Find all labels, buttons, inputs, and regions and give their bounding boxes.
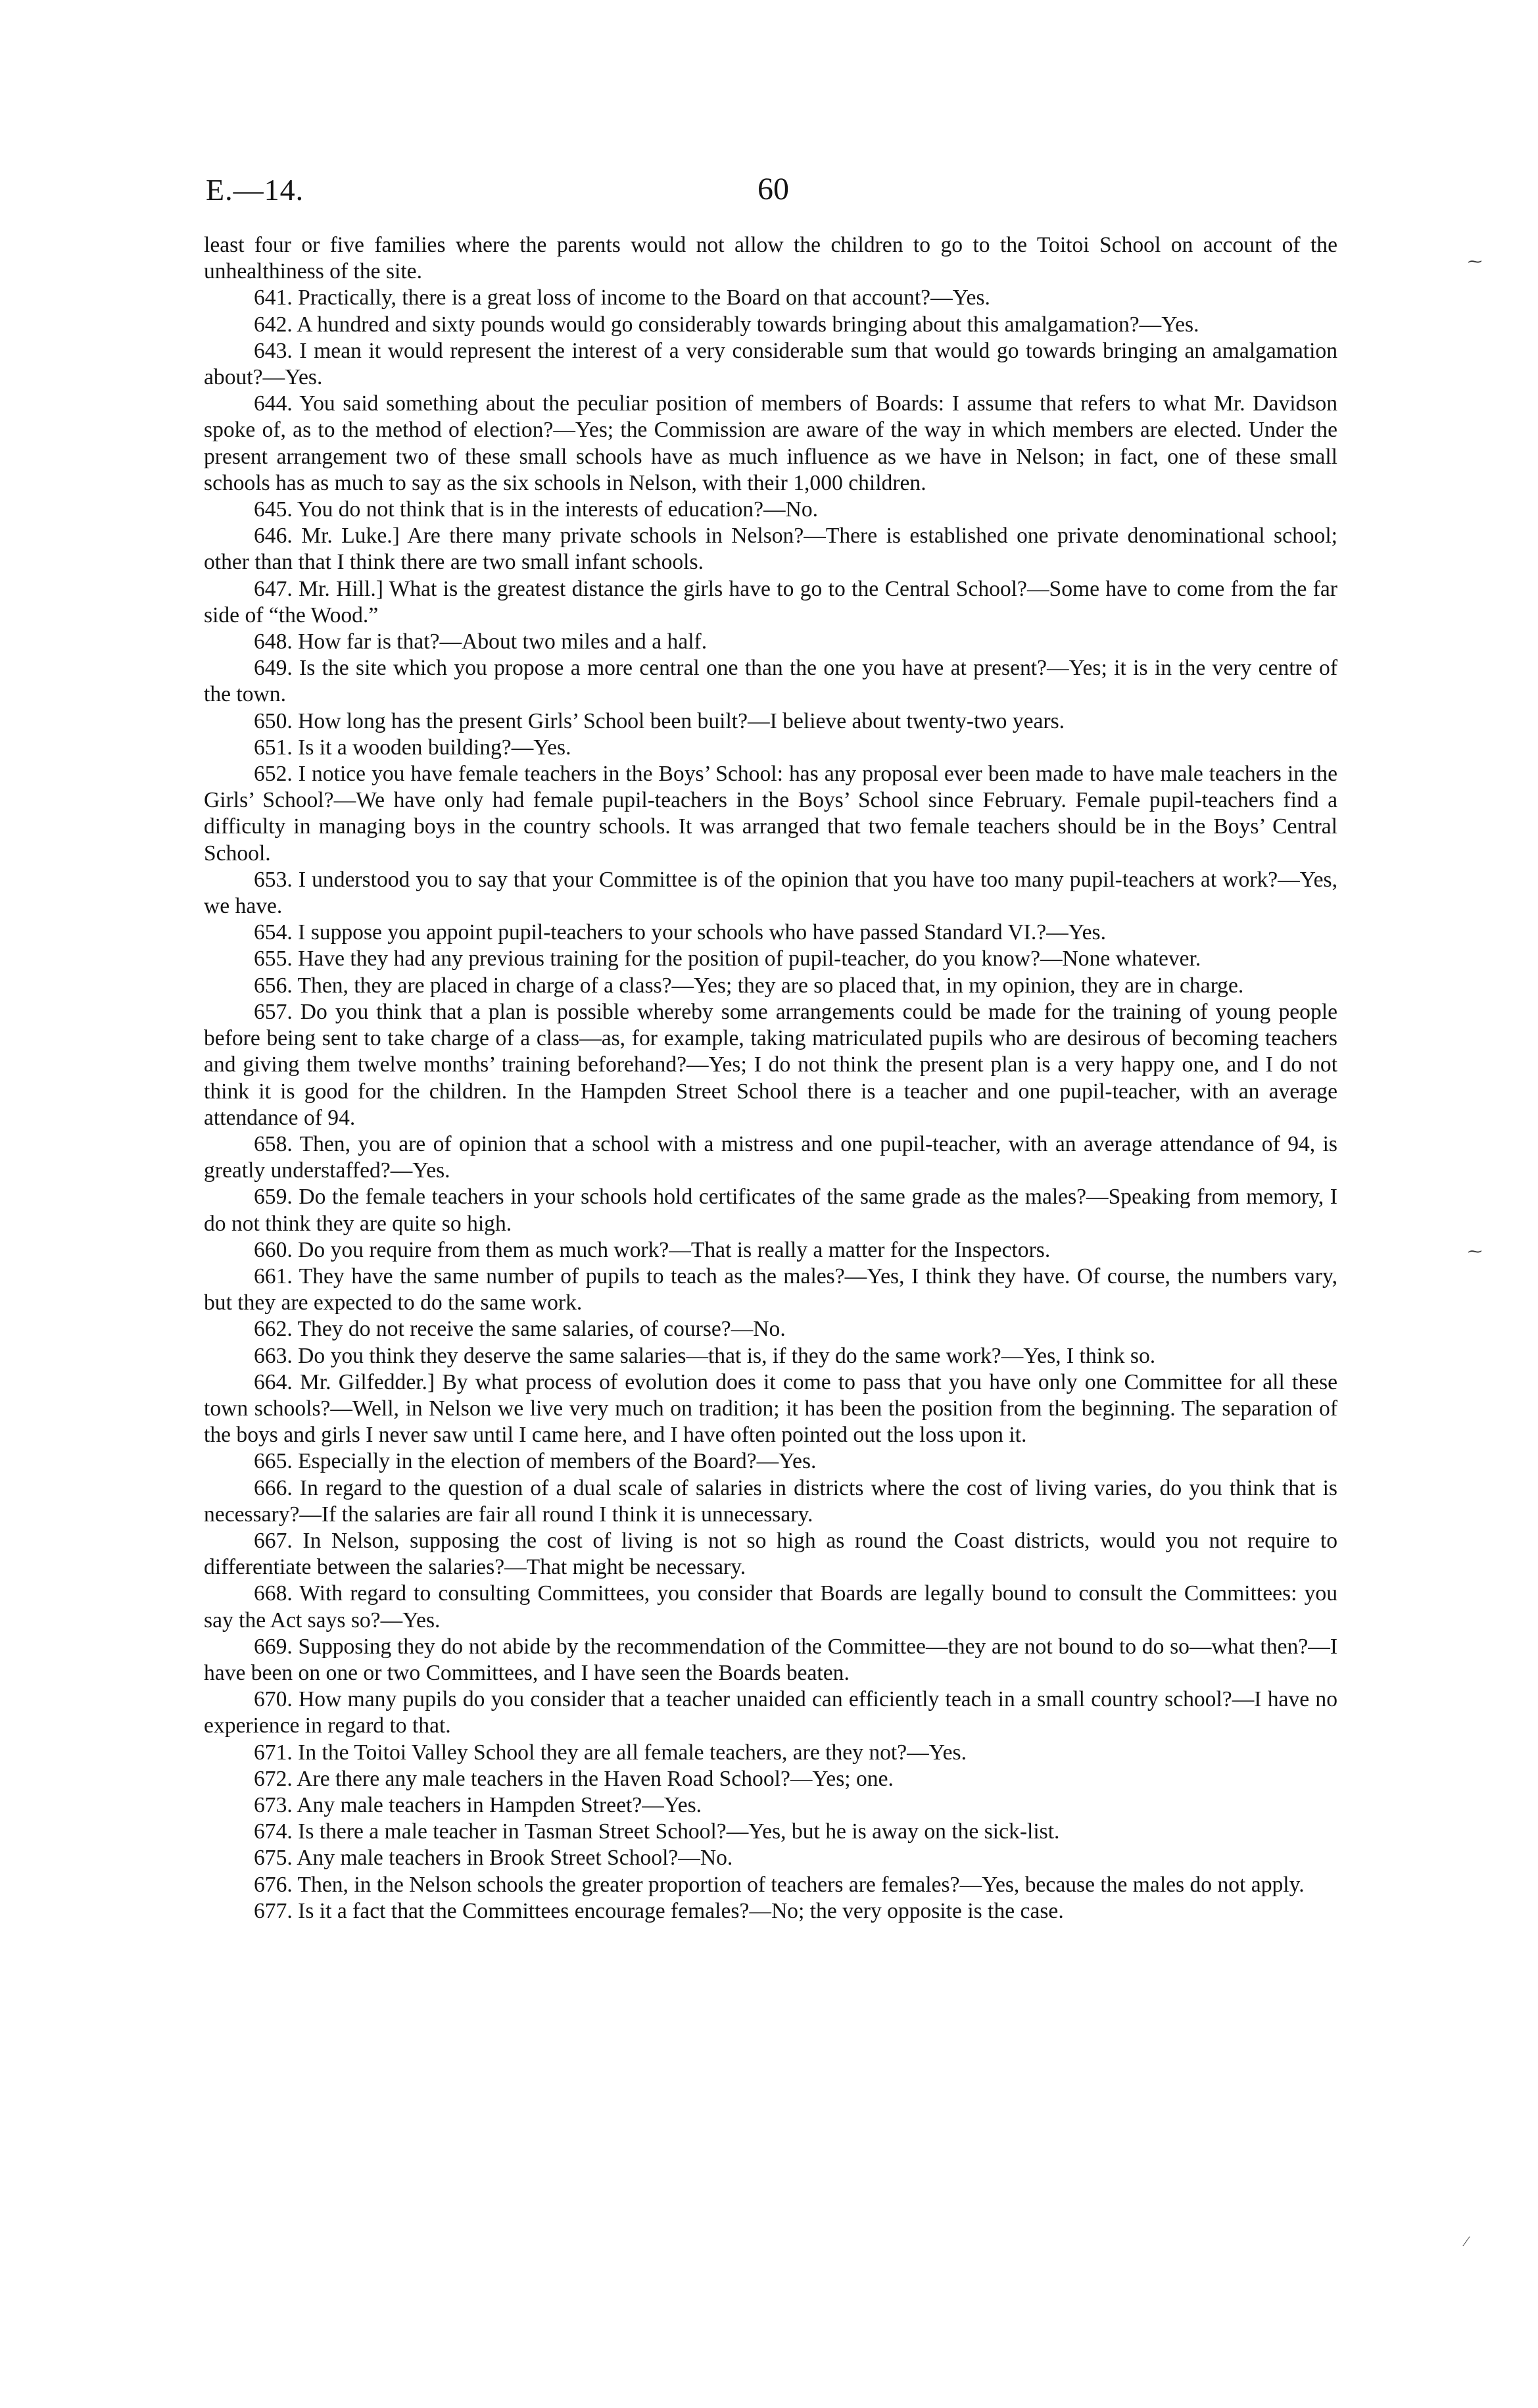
paragraph: 657. Do you think that a plan is possible whereby some arrangements could be made for the training of young people before being sent to take charge of a class—as, for example, taking matriculated pupils who are desirous of becoming teachers and giving them twelve months’ training beforehand?—Yes; I do not think the present plan is a very happy one, and I do not think it is good for the children. In the Hampden Street School there is a teacher and one pupil-teacher, with an average attendance of 94. — [204, 999, 1337, 1130]
paragraph: 677. Is it a fact that the Committees encourage females?—No; the very opposite is the case. — [254, 1898, 1064, 1923]
paragraph: 671. In the Toitoi Valley School they are all female teachers, are they not?—Yes. — [254, 1740, 967, 1765]
paragraph: 664. Mr. Gilfedder.] By what process of evolution does it come to pass that you have only one Committee for all these town schools?—Well, in Nelson we live very much on tradition; it has been the position from the beginning. The separation of the boys and girls I never saw until I came here, and I have often pointed out the loss upon it. — [204, 1369, 1337, 1448]
paragraph: 646. Mr. Luke.] Are there many private schools in Nelson?—There is established one private denominational school; other than that I think there are two small infant schools. — [204, 524, 1337, 575]
paragraph: least four or five families where the parents would not allow the children to go to the Toitoi School on account of the unhealthiness of the site. — [204, 233, 1337, 284]
paragraph: 660. Do you require from them as much work?—That is really a matter for the Inspectors. — [254, 1237, 1051, 1262]
paragraph: 670. How many pupils do you consider that a teacher unaided can efficiently teach in a small country school?—I have no experience in regard to that. — [204, 1687, 1337, 1738]
paragraph: 663. Do you think they deserve the same salaries—that is, if they do the same work?—Yes, I think so. — [254, 1343, 1156, 1368]
paragraph: 645. You do not think that is in the interests of education?—No. — [254, 497, 819, 522]
paragraph: 662. They do not receive the same salaries, of course?—No. — [254, 1317, 786, 1342]
paragraph: 641. Practically, there is a great loss of income to the Board on that account?—Yes. — [254, 285, 990, 310]
paragraph: 658. Then, you are of opinion that a school with a mistress and one pupil-teacher, with an average attendance of 94, is greatly understaffed?—Yes. — [204, 1131, 1337, 1183]
paragraph: 653. I understood you to say that your Committee is of the opinion that you have too many pupil-teachers at work?—Yes, we have. — [204, 867, 1337, 919]
paragraph: 665. Especially in the election of members of the Board?—Yes. — [254, 1449, 817, 1474]
paragraph: 651. Is it a wooden building?—Yes. — [254, 735, 571, 760]
paragraph: 672. Are there any male teachers in the Haven Road School?—Yes; one. — [254, 1766, 894, 1791]
paragraph: 647. Mr. Hill.] What is the greatest distance the girls have to go to the Central School?—Some have to come from the far side of “the Wood.” — [204, 576, 1337, 627]
paragraph: 654. I suppose you appoint pupil-teachers to your schools who have passed Standard VI.?—Yes. — [254, 920, 1106, 945]
paragraph: 676. Then, in the Nelson schools the greater proportion of teachers are females?—Yes, because the males do not apply. — [254, 1872, 1305, 1897]
body-text — [204, 232, 1337, 1925]
paragraph: 666. In regard to the question of a dual scale of salaries in districts where the cost of living varies, do you think that is necessary?—If the salaries are fair all round I think it is unnecessary. — [204, 1475, 1337, 1527]
paragraph: 655. Have they had any previous training for the position of pupil-teacher, do you know?—None whatever. — [254, 946, 1201, 971]
paragraph: 659. Do the female teachers in your schools hold certificates of the same grade as the males?—Speaking from memory, I do not think they are quite so high. — [204, 1185, 1337, 1236]
paragraph: 644. You said something about the peculiar position of members of Boards: I assume that refers to what Mr. Davidson spoke of, as to the method of election?—Yes; the Commission are aware of the way in which members are elected. Under the present arrangement two of these small schools have as much influence as we have in Nelson; in fact, one of these small schools has as much to say as the six schools in Nelson, with their 1,000 children. — [204, 391, 1337, 495]
margin-mark: ⁓ — [1468, 1243, 1482, 1260]
page-number: 60 — [757, 172, 789, 207]
paragraph: 661. They have the same number of pupils to teach as the males?—Yes, I think they have. Of course, the numbers vary, but they are expected to do the same work. — [204, 1264, 1337, 1315]
paragraph: 652. I notice you have female teachers in the Boys’ School: has any proposal ever been made to have male teachers in the Girls’ School?—We have only had female pupil-teachers in the Boys’ School since February. Female pupil-teachers find a difficulty in managing boys in the country schools. It was arranged that two female teachers should be in the Boys’ Central School. — [204, 762, 1337, 866]
paragraph: 642. A hundred and sixty pounds would go considerably towards bringing about this amalgamation?—Yes. — [254, 312, 1199, 337]
paragraph: 673. Any male teachers in Hampden Street?—Yes. — [254, 1792, 702, 1817]
paragraph: 650. How long has the present Girls’ School been built?—I believe about twenty-two years. — [254, 708, 1065, 733]
paragraph: 667. In Nelson, supposing the cost of living is not so high as round the Coast districts, would you not require to differentiate between the salaries?—That might be necessary. — [204, 1528, 1337, 1580]
paragraph: 648. How far is that?—About two miles and a half. — [254, 629, 708, 654]
margin-mark: ⁄ — [1465, 2233, 1468, 2249]
paragraph: 656. Then, they are placed in charge of a class?—Yes; they are so placed that, in my opinion, they are in charge. — [254, 973, 1244, 998]
paragraph: 674. Is there a male teacher in Tasman Street School?—Yes, but he is away on the sick-list. — [254, 1819, 1060, 1844]
paragraph: 643. I mean it would represent the interest of a very considerable sum that would go towards bringing an amalgamation about?—Yes. — [204, 338, 1337, 390]
margin-mark: ⁓ — [1468, 253, 1482, 270]
document-reference: E.—14. — [206, 173, 304, 207]
paragraph: 668. With regard to consulting Committees, you consider that Boards are legally bound to consult the Committees: you say the Act says so?—Yes. — [204, 1581, 1337, 1633]
paragraph: 675. Any male teachers in Brook Street School?—No. — [254, 1846, 733, 1871]
paragraph: 649. Is the site which you propose a more central one than the one you have at present?—Yes; it is in the very centre of the town. — [204, 656, 1337, 707]
paragraph: 669. Supposing they do not abide by the recommendation of the Committee—they are not bound to do so—what then?—I have been on one or two Committees, and I have seen the Boards beaten. — [204, 1634, 1337, 1685]
